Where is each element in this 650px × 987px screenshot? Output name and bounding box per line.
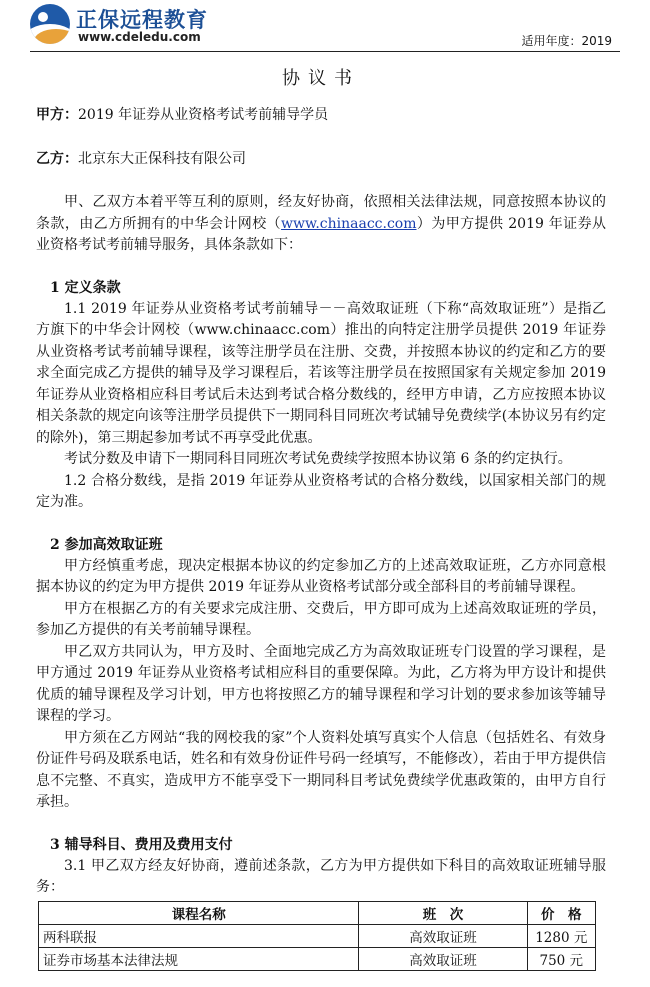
class-cell: 高效取证班 [359, 924, 527, 947]
section1-paragraph: 考试分数及申请下一期同科目同班次考试免费续学按照本协议第 6 条的约定执行。 [64, 451, 572, 467]
page-header [0, 0, 650, 52]
brand-url: www.cdeledu.com [78, 30, 201, 44]
document-title: 协议书 [282, 68, 360, 89]
brand-name: 正保远程教育 [76, 8, 208, 32]
column-header-course: 课程名称 [39, 901, 359, 924]
year-label: 适用年度：2019 [521, 34, 612, 48]
table-row [39, 947, 596, 970]
course-table [38, 901, 596, 971]
section2-paragraph: 甲方在根据乙方的有关要求完成注册、交费后，甲方即可成为上述高效取证班的学员，参加乙方提供的有关考前辅导课程。 [36, 600, 606, 638]
section3-paragraph: 3.1 甲乙双方经友好协商，遵前述条款，乙方为甲方提供如下科目的高效取证班辅导服务： [36, 857, 606, 895]
party-a-value: 2019 年证券从业资格考试考前辅导学员 [78, 107, 329, 123]
chinaacc-link[interactable]: www.chinaacc.com [281, 215, 417, 232]
section2-title: 2 参加高效取证班 [50, 536, 163, 553]
section2-paragraph: 甲方须在乙方网站“我的网校我的家”个人资料处填写真实个人信息（包括姓名、有效身份证件号码及联系电话，姓名和有效身份证件号码一经填写，不能修改），若由于甲方提供信息不完整、不真实，造成甲方不能享受下一期同科目考试免费续学优惠政策的，由甲方自行承担。 [36, 729, 606, 810]
table-header-row [39, 901, 596, 924]
price-cell: 750 元 [527, 947, 595, 970]
section2-paragraph: 甲方经慎重考虑，现决定根据本协议的约定参加乙方的上述高效取证班，乙方亦同意根据本协议的约定为甲方提供 2019 年证券从业资格考试部分或全部科目的考前辅导课程。 [36, 557, 606, 595]
table-row [39, 924, 596, 947]
section1-title: 1 定义条款 [50, 279, 121, 296]
section1-paragraph: 1.2 合格分数线，是指 2019 年证券从业资格考试的合格分数线，以国家相关部门的规定为准。 [36, 472, 606, 510]
intro-text-a: 甲、乙双方本着平等互利的原则，经友好协商，依照相关法律法规，同意按照本协议的条款，由乙方所拥有的中华会计网校（ [36, 194, 606, 232]
section1-paragraph: 1.1 2019 年证券从业资格考试考前辅导－－高效取证班（下称“高效取证班”）是指乙方旗下的中华会计网校（www.chinaacc.com）推出的向特定注册学员提供 2019 年证券从业资格考试考前辅导课程，该等注册学员在注册、交费，并按照本协议的约定和乙方的要求全面完成乙方提供的辅导及学习课程后，若该等注册学员在按照国家有关规定参加 2019 年证券从业资格相应科目考试后未达到考试合格分数线的，经甲方申请，乙方应按照本协议相关条款的规定向该等注册学员提供下一期同科目同班次考试辅导免费续学(本协议另有约定的除外)，第三期起参加考试不再享受此优惠。 [36, 300, 606, 446]
party-b [36, 148, 606, 170]
header-divider [30, 51, 620, 52]
intro-paragraph [36, 192, 606, 257]
column-header-price: 价 格 [527, 901, 595, 924]
column-header-class: 班 次 [359, 901, 527, 924]
party-b-label: 乙方： [36, 151, 78, 167]
intro-text-b: ）为甲方提供 2019 年证券从业资格考试考前辅导服务，具体条款如下： [36, 215, 607, 253]
price-cell: 1280 元 [527, 924, 595, 947]
class-cell: 高效取证班 [359, 947, 527, 970]
course-name-cell: 证券市场基本法律法规 [39, 947, 359, 970]
course-name-cell: 两科联报 [39, 924, 359, 947]
document-body [36, 60, 606, 971]
party-a-label: 甲方： [36, 107, 78, 123]
party-b-value: 北京东大正保科技有限公司 [78, 151, 246, 167]
section3-title: 3 辅导科目、费用及费用支付 [50, 836, 233, 853]
section2-paragraph: 甲乙双方共同认为，甲方及时、全面地完成乙方为高效取证班专门设置的学习课程，是甲方通过 2019 年证券从业资格考试相应科目的重要保障。为此，乙方将为甲方设计和提供优质的辅导课程及学习计划，甲方也将按照乙方的辅导课程和学习计划的要求参加该等辅导课程的学习。 [36, 643, 606, 724]
party-a [36, 104, 606, 126]
logo-icon [30, 4, 70, 44]
